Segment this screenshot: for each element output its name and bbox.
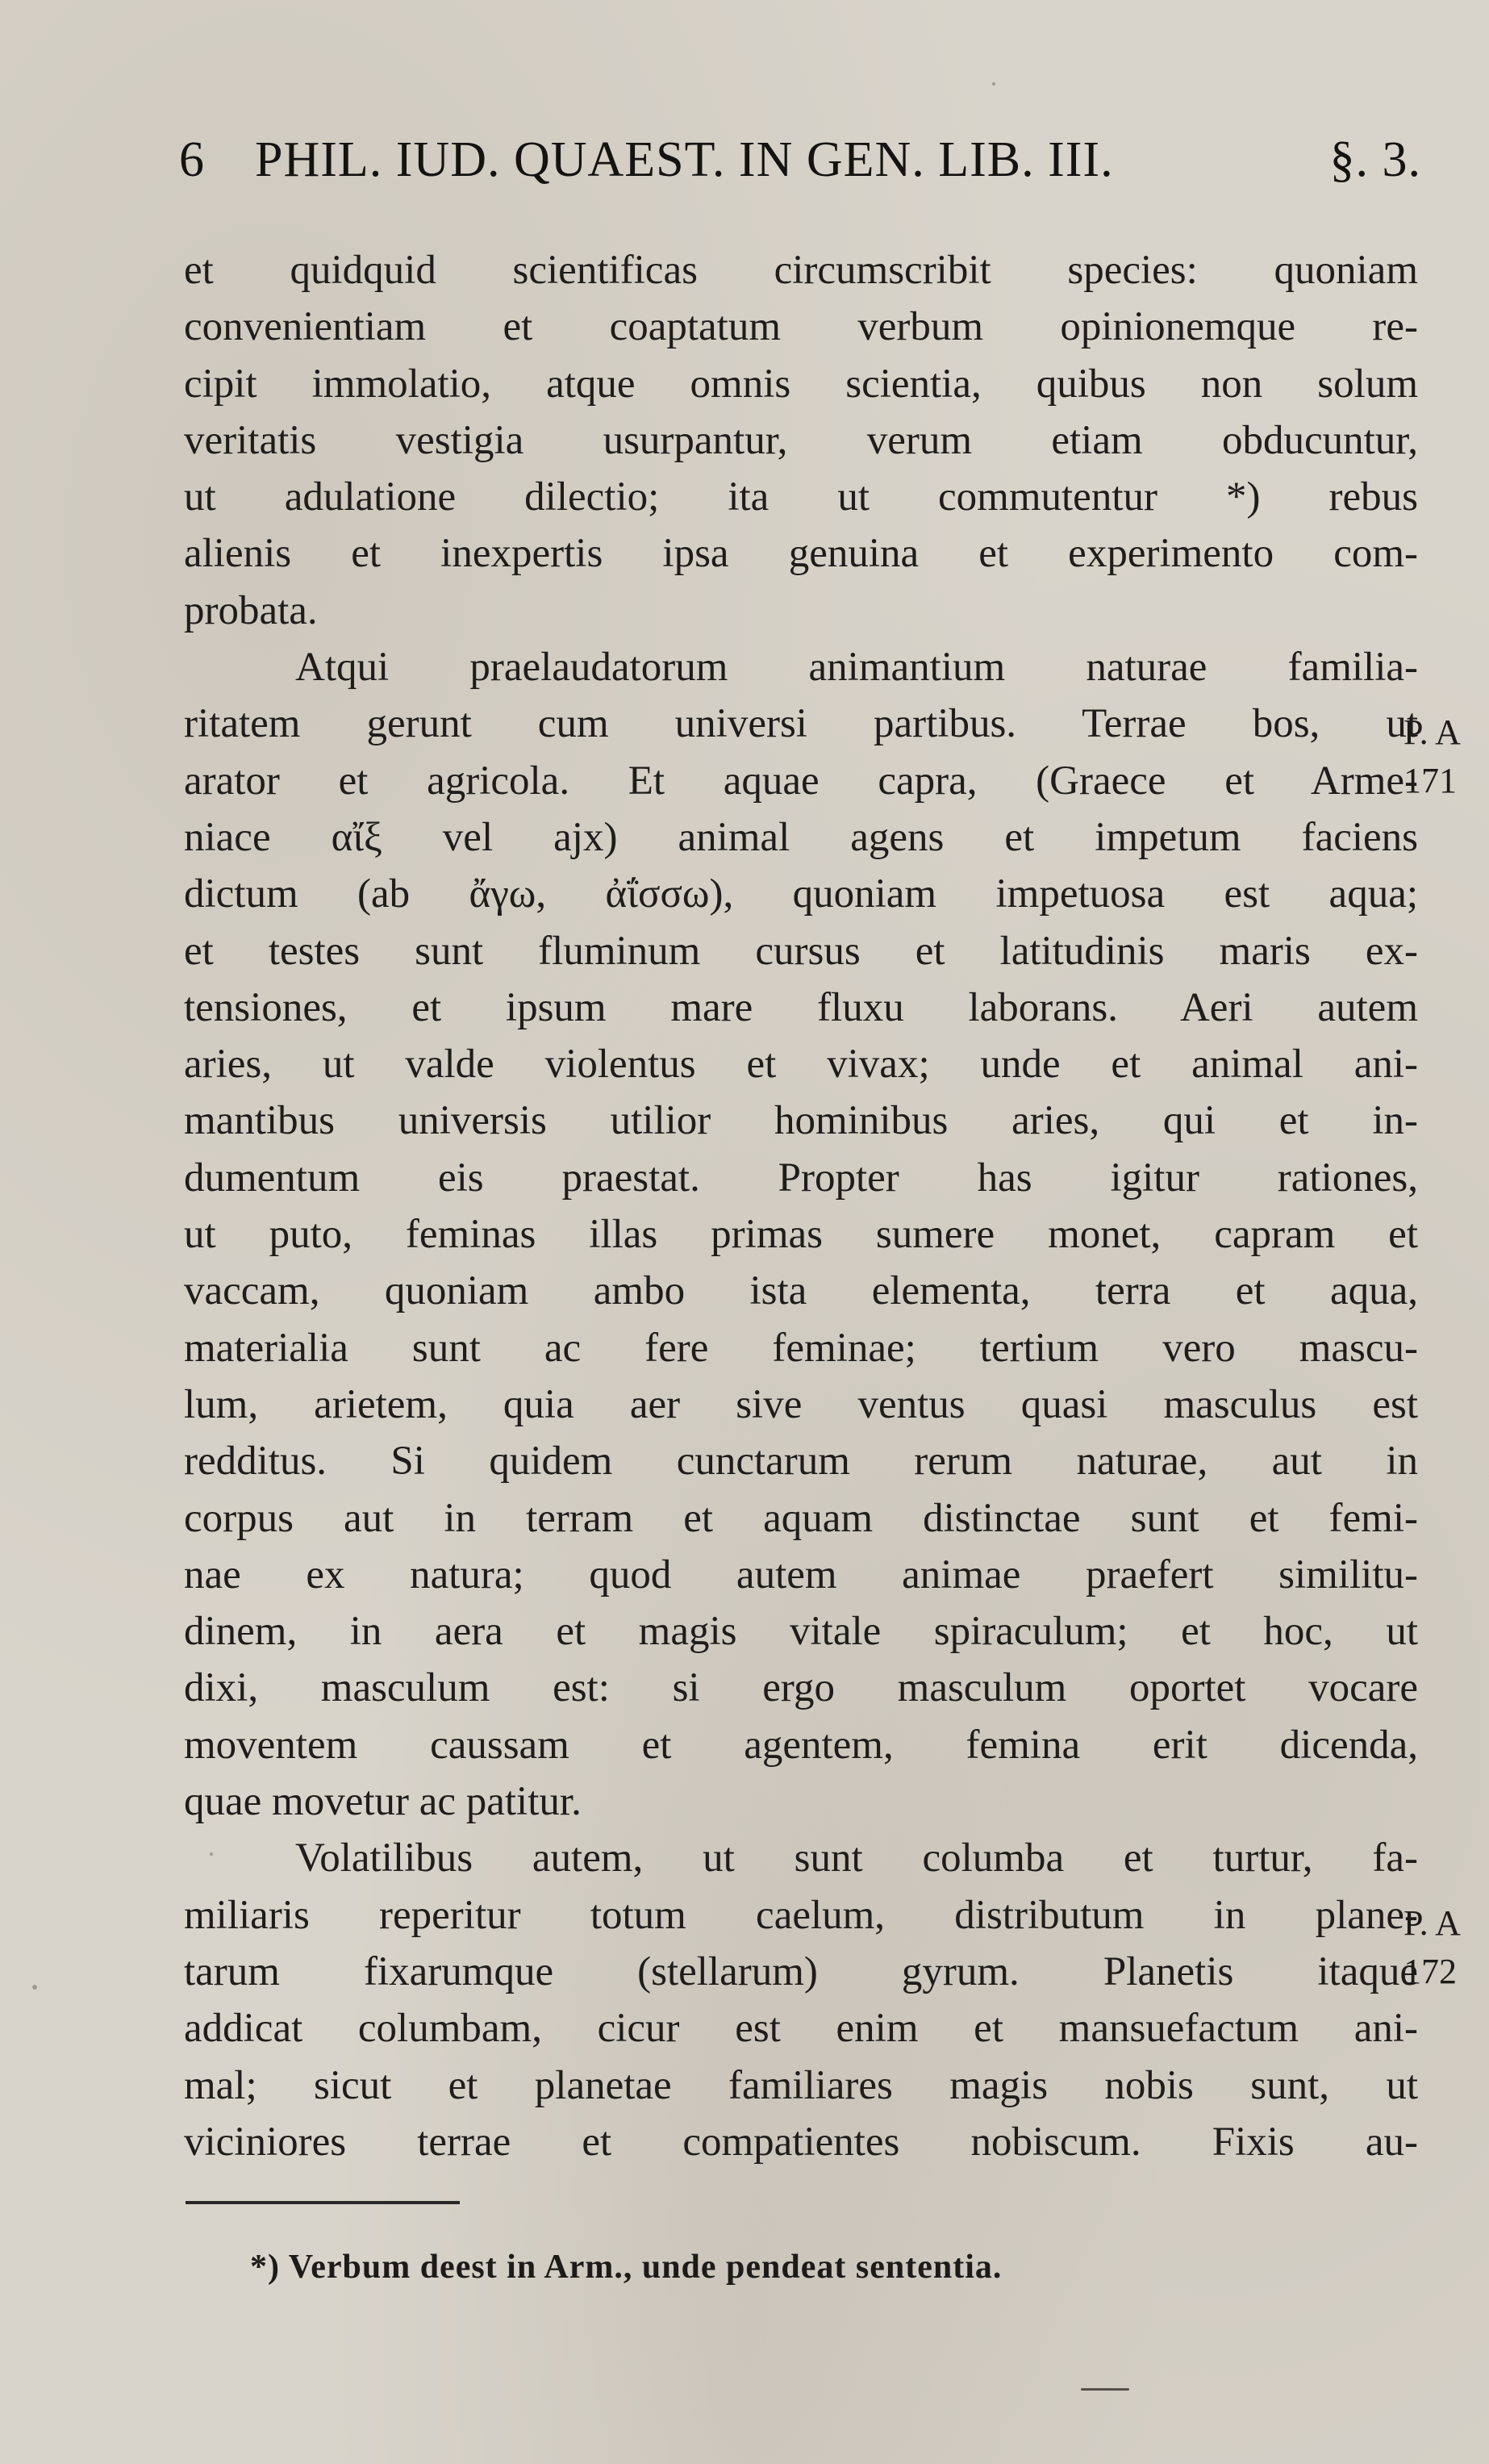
text-line: dixi, masculum est: si ergo masculum oportet vocare xyxy=(184,1665,1418,1711)
text-line: materialia sunt ac fere feminae; tertium vero mascu- xyxy=(184,1325,1418,1371)
text-line: redditus. Si quidem cunctarum rerum naturae, aut in xyxy=(184,1439,1418,1485)
text-line: moventem caussam et agentem, femina erit dicenda, xyxy=(184,1722,1418,1768)
margin-reference-number: 172 xyxy=(1403,1952,1457,1991)
text-line: aries, ut valde violentus et vivax; unde et animal ani- xyxy=(184,1042,1418,1088)
page-number: 6 xyxy=(179,132,205,187)
section-number: §. 3. xyxy=(1329,132,1421,187)
margin-reference xyxy=(1403,1899,1461,1996)
footnote: *) Verbum deest in Arm., unde pendeat sententia. xyxy=(250,2249,1003,2286)
paper-speck xyxy=(992,82,995,86)
text-line: convenientiam et coaptatum verbum opinionemque re- xyxy=(184,304,1418,350)
text-line: probata. xyxy=(184,587,318,633)
paragraph-start-line: Atqui praelaudatorum animantium naturae familia- xyxy=(295,645,1418,691)
paper-speck xyxy=(210,1852,213,1856)
text-line: et testes sunt fluminum cursus et latitudinis maris ex- xyxy=(184,928,1418,974)
text-line: mal; sicut et planetae familiares magis nobis sunt, ut xyxy=(184,2062,1418,2108)
running-header xyxy=(179,121,1421,198)
margin-reference xyxy=(1403,708,1461,805)
text-line: ut puto, feminas illas primas sumere monet, capram et xyxy=(184,1212,1418,1258)
margin-reference-label: P. A xyxy=(1403,1903,1461,1943)
text-line: miliaris reperitur totum caelum, distributum in plane- xyxy=(184,1892,1418,1938)
text-line: tarum fixarumque (stellarum) gyrum. Planetis itaque xyxy=(184,1948,1418,1994)
text-line: cipit immolatio, atque omnis scientia, quibus non solum xyxy=(184,361,1418,407)
paper-speck xyxy=(32,1985,37,1990)
text-line: dictum (ab ἄγω, ἀΐσσω), quoniam impetuosa est aqua; xyxy=(184,871,1418,917)
text-line: addicat columbam, cicur est enim et mansuefactum ani- xyxy=(184,2006,1418,2052)
text-line: quae movetur ac patitur. xyxy=(184,1779,582,1825)
text-line: alienis et inexpertis ipsa genuina et experimento com- xyxy=(184,531,1418,577)
footnote-rule xyxy=(186,2201,460,2204)
text-line: arator et agricola. Et aquae capra, (Graece et Arme- xyxy=(184,758,1418,804)
text-line: viciniores terrae et compatientes nobiscum. Fixis au- xyxy=(184,2119,1418,2165)
text-line: veritatis vestigia usurpantur, verum etiam obducuntur, xyxy=(184,417,1418,463)
text-line: ut adulatione dilectio; ita ut commutentur *) rebus xyxy=(184,474,1418,520)
text-line: mantibus universis utilior hominibus aries, qui et in- xyxy=(184,1098,1418,1144)
margin-reference-number: 171 xyxy=(1403,761,1457,800)
paragraph-start-line: Volatilibus autem, ut sunt columba et turtur, fa- xyxy=(295,1835,1418,1881)
text-line: nae ex natura; quod autem animae praefert similitu- xyxy=(184,1551,1418,1597)
ink-mark xyxy=(1081,2388,1129,2391)
text-line: tensiones, et ipsum mare fluxu laborans. Aeri autem xyxy=(184,984,1418,1030)
text-line: ritatem gerunt cum universi partibus. Terrae bos, ut xyxy=(184,701,1418,747)
text-line: dumentum eis praestat. Propter has igitur rationes, xyxy=(184,1155,1418,1201)
text-line: vaccam, quoniam ambo ista elementa, terra et aqua, xyxy=(184,1268,1418,1314)
margin-reference-label: P. A xyxy=(1403,712,1461,752)
main-text-block xyxy=(184,242,1418,2170)
text-line: dinem, in aera et magis vitale spiraculum; et hoc, ut xyxy=(184,1609,1418,1655)
text-line: niace αἴξ vel ajx) animal agens et impetum faciens xyxy=(184,814,1418,860)
text-line: lum, arietem, quia aer sive ventus quasi masculus est xyxy=(184,1381,1418,1427)
text-line: corpus aut in terram et aquam distinctae sunt et femi- xyxy=(184,1495,1418,1541)
running-title: PHIL. IUD. QUAEST. IN GEN. LIB. III. xyxy=(255,132,1114,187)
text-line: et quidquid scientificas circumscribit species: quoniam xyxy=(184,248,1418,293)
